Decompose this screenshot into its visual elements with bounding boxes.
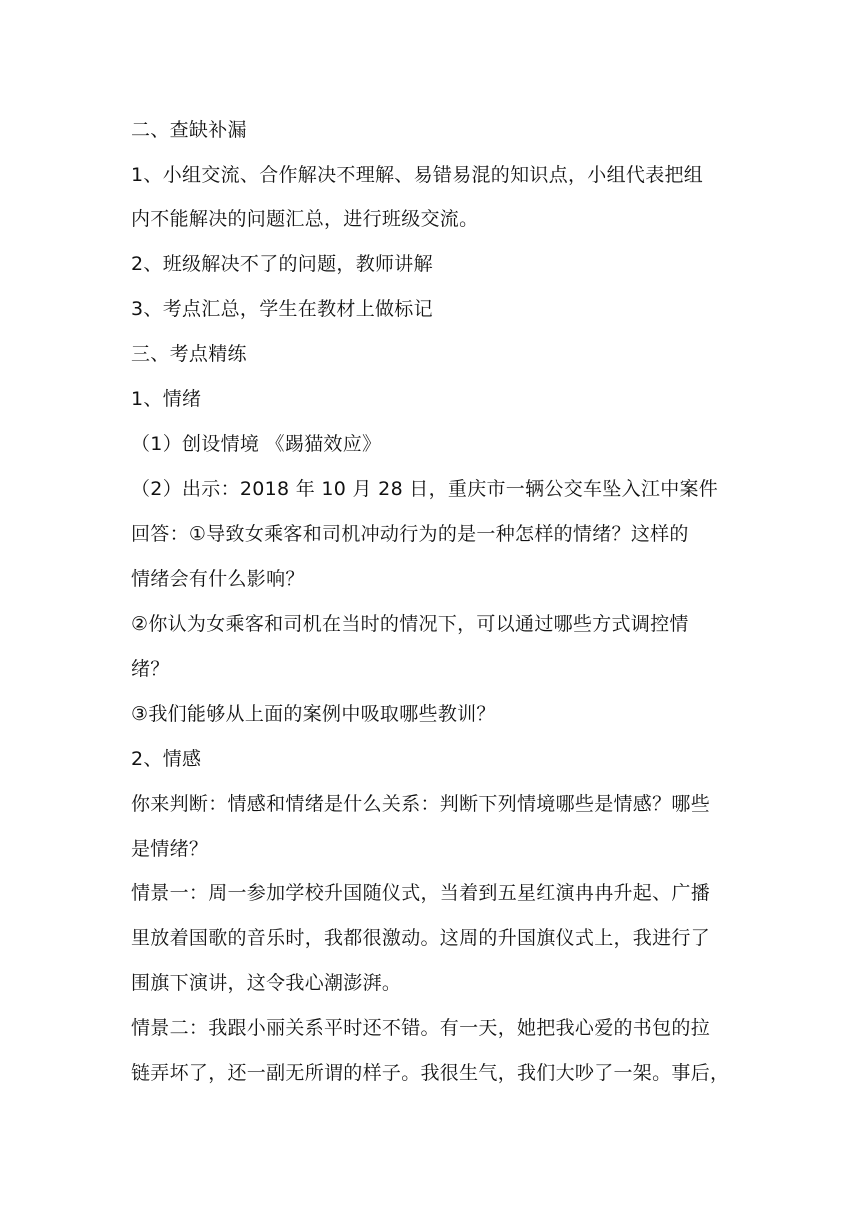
subheading-feeling: 2、情感 bbox=[131, 748, 202, 770]
paragraph-line: 情景一：周一参加学校升国随仪式，当着到五星红演冉冉升起、广播 bbox=[131, 882, 711, 904]
paragraph-line: 情绪会有什么影响？ bbox=[131, 568, 305, 590]
paragraph-line: 内不能解决的问题汇总，进行班级交流。 bbox=[131, 208, 479, 230]
paragraph-line: 绪？ bbox=[131, 658, 170, 680]
paragraph-line: 2、班级解决不了的问题，教师讲解 bbox=[131, 253, 433, 275]
section-heading-check-gaps: 二、查缺补漏 bbox=[131, 119, 247, 141]
paragraph-line: 1、小组交流、合作解决不理解、易错易混的知识点，小组代表把组 bbox=[131, 164, 704, 186]
paragraph-line: 里放着国歌的音乐时，我都很激动。这周的升国旗仪式上，我进行了 bbox=[131, 927, 711, 949]
paragraph-line: 链弄坏了，还一副无所谓的样子。我很生气，我们大吵了一架。事后， bbox=[131, 1062, 730, 1084]
section-heading-practice: 三、考点精练 bbox=[131, 343, 247, 365]
paragraph-line: 回答：①导致女乘客和司机冲动行为的是一种怎样的情绪？这样的 bbox=[131, 523, 689, 545]
paragraph-line: （1）创设情境 《踢猫效应》 bbox=[131, 433, 382, 455]
paragraph-line: 3、考点汇总，学生在教材上做标记 bbox=[131, 298, 433, 320]
paragraph-line: 你来判断：情感和情绪是什么关系：判断下列情境哪些是情感？哪些 bbox=[131, 793, 711, 815]
subheading-emotion: 1、情绪 bbox=[131, 388, 202, 410]
paragraph-line: ②你认为女乘客和司机在当时的情况下，可以通过哪些方式调控情 bbox=[131, 613, 689, 635]
paragraph-line: 情景二：我跟小丽关系平时还不错。有一天，她把我心爱的书包的拉 bbox=[131, 1017, 711, 1039]
paragraph-line: 是情绪？ bbox=[131, 838, 209, 860]
paragraph-line: 围旗下演讲，这令我心潮澎湃。 bbox=[131, 972, 402, 994]
paragraph-line: （2）出示：2018 年 10 月 28 日，重庆市一辆公交车坠入江中案件 bbox=[131, 478, 719, 500]
paragraph-line: ③我们能够从上面的案例中吸取哪些教训？ bbox=[131, 703, 496, 725]
